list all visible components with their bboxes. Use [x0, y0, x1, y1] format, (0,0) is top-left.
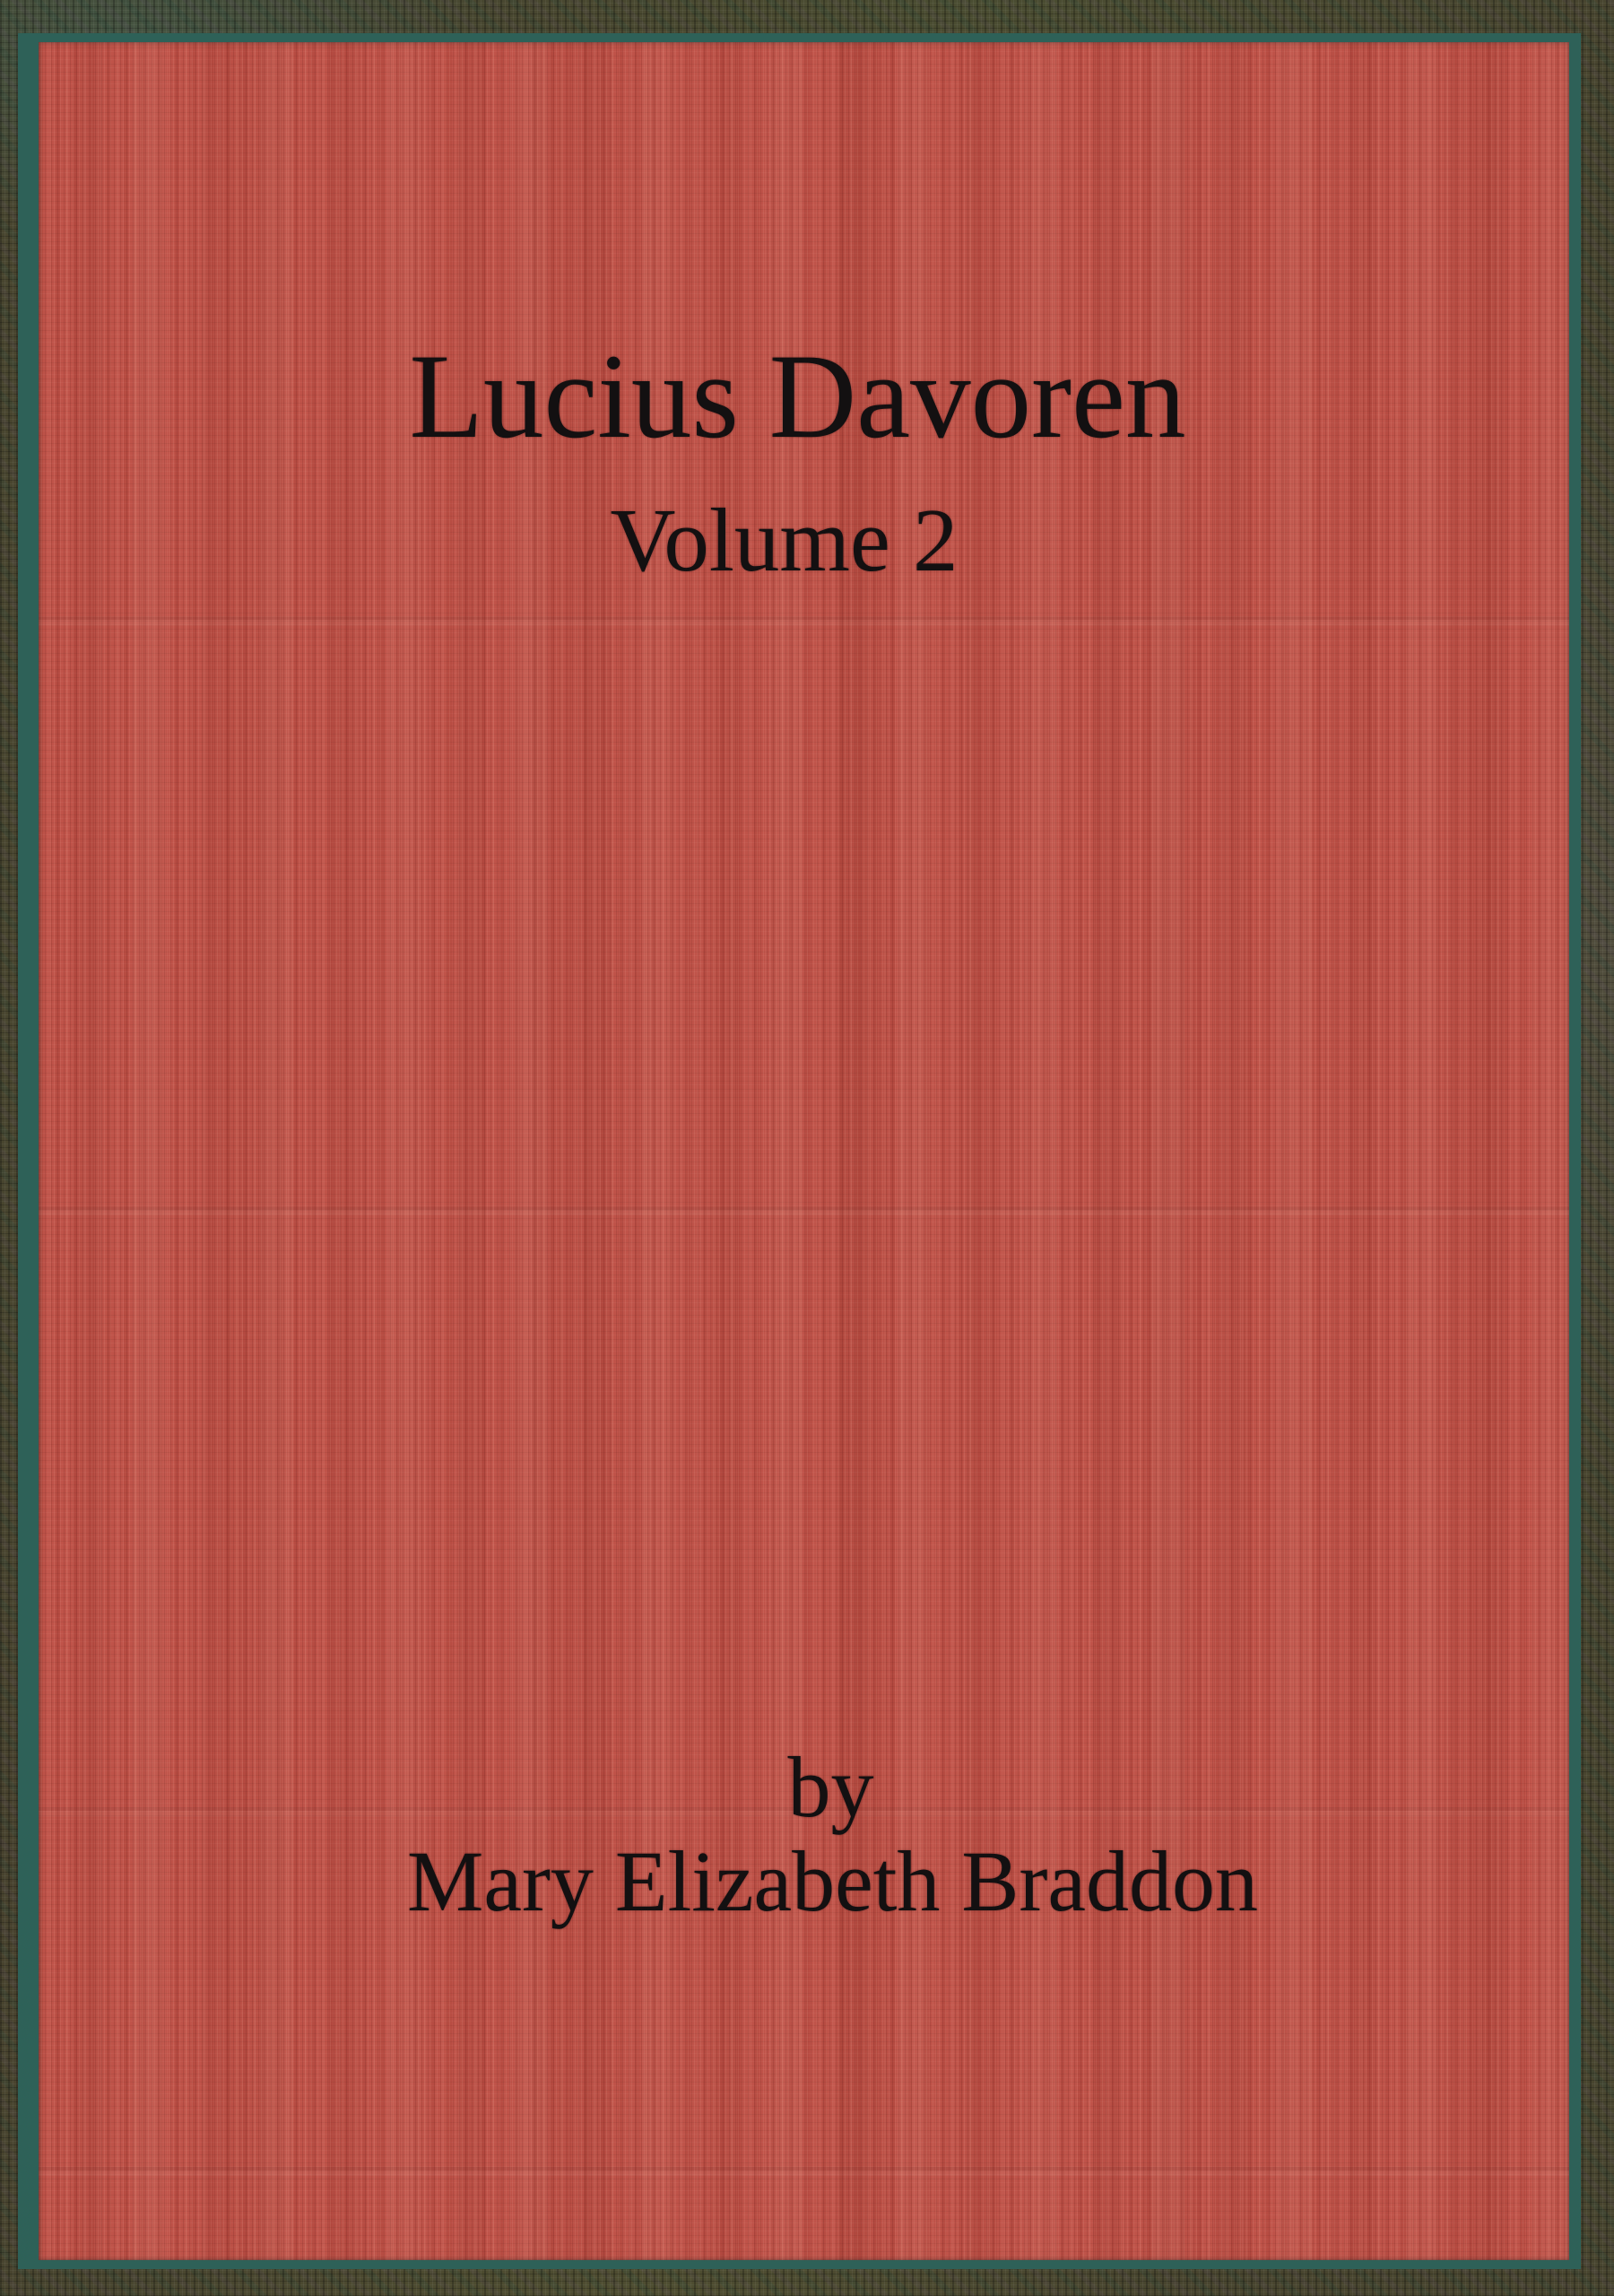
book-title: Lucius Davoren [409, 330, 1186, 464]
book-byline: by [787, 1739, 874, 1835]
cover-text-layer [39, 42, 1569, 2260]
book-author: Mary Elizabeth Braddon [406, 1833, 1259, 1929]
cloth-field [18, 33, 1581, 2269]
book-volume: Volume 2 [610, 490, 959, 590]
